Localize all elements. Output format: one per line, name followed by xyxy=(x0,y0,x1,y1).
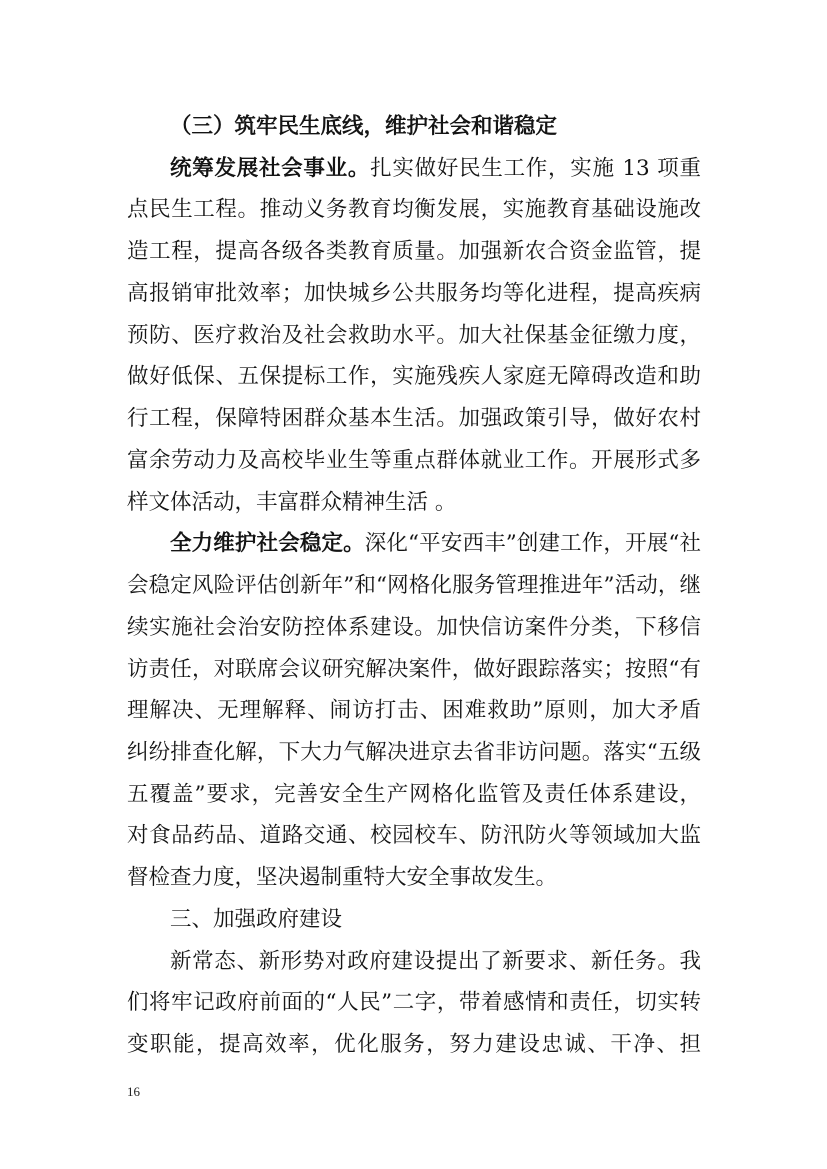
text-line: 深化“平安西丰”创建工作，开展“社 xyxy=(364,531,701,557)
part-heading: 三、加强政府建设 xyxy=(170,906,343,932)
text-line: 变职能，提高效率，优化服务，努力建设忠诚、干净、担 xyxy=(127,1032,701,1058)
text-line: 扎实做好民生工作，实施 13 项重 xyxy=(370,155,701,181)
text-line: 造工程，提高各级各类教育质量。加强新农合资金监管，提 xyxy=(127,239,701,265)
paragraph-first-line xyxy=(127,148,701,190)
paragraph-first-line xyxy=(127,523,701,565)
text-line: 高报销审批效率；加快城乡公共服务均等化进程，提高疾病 xyxy=(127,280,701,306)
text-line: 督检查力度，坚决遏制重特大安全事故发生。 xyxy=(127,865,558,891)
text-line: 点民生工程。推动义务教育均衡发展，实施教育基础设施改 xyxy=(127,197,701,223)
text-line: 预防、医疗救治及社会救助水平。加大社保基金征缴力度， xyxy=(127,322,701,348)
body-text xyxy=(127,106,701,1066)
paragraph-lead: 统筹发展社会事业。 xyxy=(170,155,371,181)
text-line: 访责任，对联席会议研究解决案件，做好跟踪落实；按照“有 xyxy=(127,656,701,682)
text-line: 理解决、无理解释、闹访打击、困难救助”原则，加大矛盾 xyxy=(127,698,701,724)
text-line: 会稳定风险评估创新年”和“网格化服务管理推进年”活动，继 xyxy=(127,573,701,599)
text-line: 做好低保、五保提标工作，实施残疾人家庭无障碍改造和助 xyxy=(127,364,701,390)
text-line: 行工程，保障特困群众基本生活。加强政策引导，做好农村 xyxy=(127,406,701,432)
text-line: 对食品药品、道路交通、校园校车、防汛防火等领域加大监 xyxy=(127,823,701,849)
text-line: 样文体活动，丰富群众精神生活 。 xyxy=(127,489,457,515)
text-line: 新常态、新形势对政府建设提出了新要求、新任务。我 xyxy=(170,948,701,974)
text-line: 们将牢记政府前面的“人民”二字，带着感情和责任，切实转 xyxy=(127,990,701,1016)
text-line: 五覆盖”要求，完善安全生产网格化监管及责任体系建设， xyxy=(127,781,701,807)
text-line: 富余劳动力及高校毕业生等重点群体就业工作。开展形式多 xyxy=(127,447,701,473)
text-line: 续实施社会治安防控体系建设。加快信访案件分类，下移信 xyxy=(127,614,701,640)
text-line: 纠纷排查化解，下大力气解决进京去省非访问题。落实“五级 xyxy=(127,740,701,766)
section-heading: （三）筑牢民生底线，维护社会和谐稳定 xyxy=(170,114,558,139)
page-number: 16 xyxy=(127,1084,140,1099)
paragraph-lead: 全力维护社会稳定。 xyxy=(170,531,365,557)
